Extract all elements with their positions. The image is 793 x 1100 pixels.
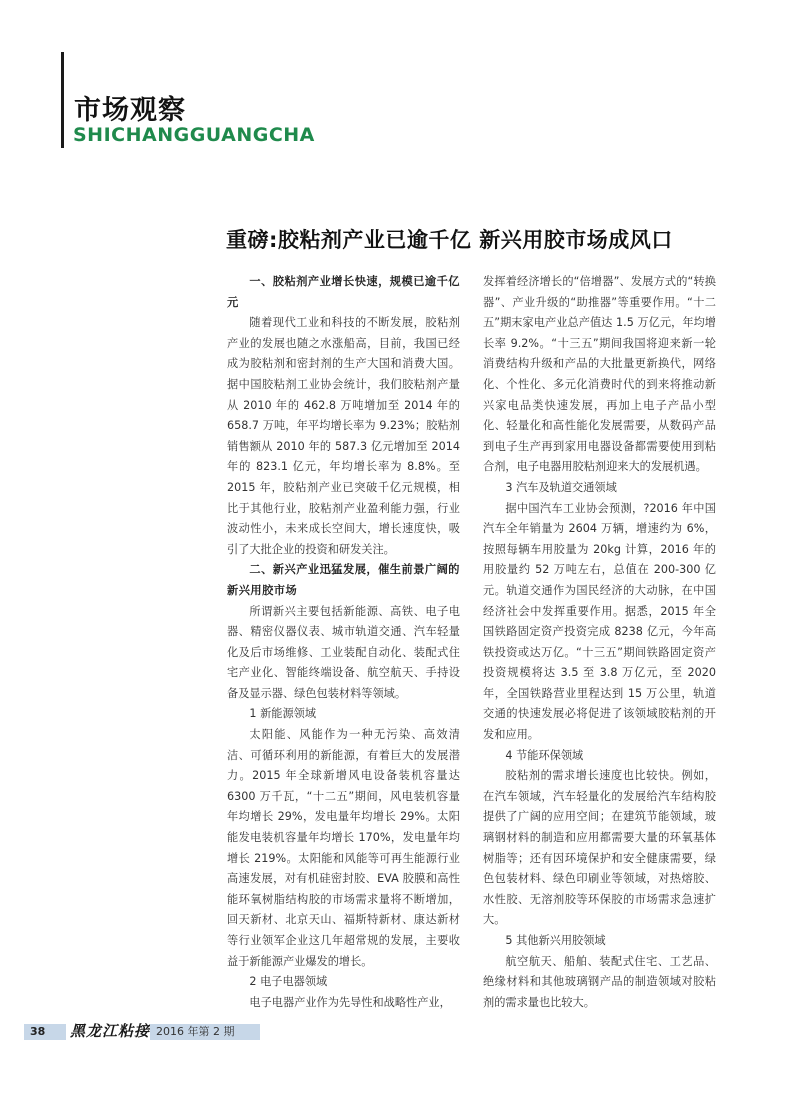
paragraph: 太阳能、风能作为一种无污染、高效清洁、可循环利用的新能源，有着巨大的发展潜力。2015 年全球新增风电设备装机容量达 6300 万千瓦，“十二五”期间，风电装机容量年均增长 29%，发电量年均增长 29%。太阳能发电装机容量年均增长 170%，发电量年均增长 219%。太阳能和风能等可再生能源行业高速发展，对有机硅密封胶、EVA 胶膜和高性能环氧树脂结构胶的市场需求量将不断增加，回天新材、北京天山、福斯特新材、康达新材等行业领军企业这几年超常规的发展，主要收益于新能源产业爆发的增长。 (227, 728, 460, 968)
issue-label: 2016 年第 2 期 (156, 1025, 235, 1038)
section-heading-1: 一、胶粘剂产业增长快速，规模已逾千亿元 (227, 275, 460, 309)
magazine-logo: 黑龙江粘接 (70, 1022, 151, 1040)
section-subtitle: SHICHANGGUANGCHA (73, 124, 315, 146)
left-column (227, 272, 460, 1013)
section-title: 市场观察 (74, 95, 186, 126)
paragraph: 胶粘剂的需求增长速度也比较快。例如，在汽车领域，汽车轻量化的发展给汽车结构胶提供了广阔的应用空间；在建筑节能领域，玻璃钢材料的制造和应用都需要大量的环氧基体树脂等；还有因环境保护和安全健康需要，绿色包装材料、绿色印刷业等领域，对热熔胶、水性胶、无溶剂胶等环保胶的市场需求急速扩大。 (483, 769, 716, 927)
subheading-energy-saving: 4 节能环保领域 (505, 748, 584, 762)
page-number: 38 (30, 1025, 46, 1038)
paragraph: 电子电器产业作为先导性和战略性产业， (249, 995, 451, 1009)
subheading-auto-rail: 3 汽车及轨道交通领域 (505, 480, 617, 494)
subheading-new-energy: 1 新能源领域 (249, 707, 317, 721)
subheading-other: 5 其他新兴用胶领域 (505, 934, 606, 947)
subheading-electronics: 2 电子电器领域 (249, 975, 328, 989)
paragraph: 据中国汽车工业协会预测，?2016 年中国汽车全年销量为 2604 万辆，增速约为 6%，按照每辆车用胶量为 20kg 计算，2016 年的用胶量约 52 万吨左右，总值在 200-300 亿元。轨道交通作为国民经济的大动脉，在中国经济社会中发挥重要作用。据悉，2015 年全国铁路固定资产投资完成 8238 亿元，今年高铁投资或达万亿。“十三五”期间铁路固定资产投资规模将达 3.5 至 3.8 万亿元，至 2020 年，全国铁路营业里程达到 15 万公里，轨道交通的快速发展必将促进了该领域胶粘剂的开发和应用。 (483, 501, 716, 742)
section-rule (61, 52, 64, 148)
section-heading-2: 二、新兴产业迅猛发展，催生前景广阔的新兴用胶市场 (227, 563, 460, 597)
paragraph: 所谓新兴主要包括新能源、高铁、电子电器、精密仪器仪表、城市轨道交通、汽车轻量化及后市场维修、工业装配自动化、装配式住宅产业化、智能终端设备、航空航天、手持设备及显示器、绿色包装材料等领域。 (227, 604, 460, 700)
right-column (483, 272, 716, 1013)
page-footer (24, 1024, 244, 1040)
article-headline: 重磅:胶粘剂产业已逾千亿 新兴用胶市场成风口 (226, 228, 673, 252)
paragraph: 航空航天、船舶、装配式住宅、工艺品、绝缘材料和其他玻璃钢产品的制造领域对胶粘剂的需求量也比较大。 (483, 954, 716, 1009)
paragraph: 随着现代工业和科技的不断发展，胶粘剂产业的发展也随之水涨船高，目前，我国已经成为胶粘剂和密封剂的生产大国和消费大国。据中国胶粘剂工业协会统计，我们胶粘剂产量从 2010 年的 462.8 万吨增加至 2014 年的 658.7 万吨，年平均增长率为 9.23%；胶粘剂销售额从 2010 年的 587.3 亿元增加至 2014 年的 823.1 亿元，年均增长率为 8.8%。至 2015 年，胶粘剂产业已突破千亿元规模，相比于其他行业，胶粘剂产业盈利能力强，行业波动性小，未来成长空间大，增长速度快，吸引了大批企业的投资和研发关注。 (227, 316, 460, 556)
paragraph-continued: 发挥着经济增长的“倍增器”、发展方式的“转换器”、产业升级的“助推器”等重要作用。“十二五”期末家电产业总产值达 1.5 万亿元，年均增长率 9.2%。“十三五”期间我国将迎来新一轮消费结构升级和产品的大批量更新换代，网络化、个性化、多元化消费时代的到来将推动新兴家电品类快速发展，再加上电子产品小型化、轻量化和高性能化发展需要，从数码产品到电子生产再到家用电器设备都需要使用到粘合剂，电子电器用胶粘剂迎来大的发展机遇。 (483, 275, 716, 474)
